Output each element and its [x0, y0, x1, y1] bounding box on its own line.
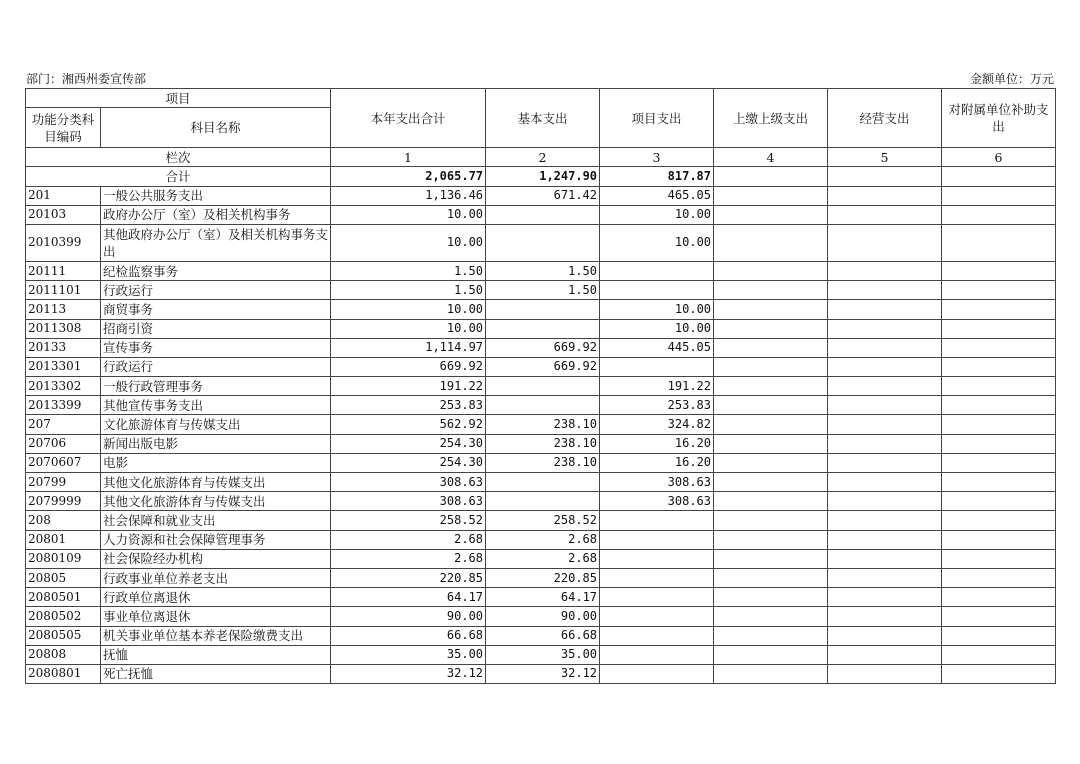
project-expense-value — [600, 281, 714, 300]
subject-name: 纪检监察事务 — [101, 261, 331, 280]
subject-code: 2010399 — [26, 224, 101, 261]
business-expense-value — [828, 319, 942, 338]
project-expense-value: 10.00 — [600, 300, 714, 319]
subject-name: 电影 — [101, 453, 331, 472]
department-label: 部门：湘西州委宣传部 — [26, 72, 147, 86]
header-project: 项目 — [26, 89, 331, 108]
table-row — [26, 338, 1056, 357]
column-index-row — [26, 148, 1056, 167]
subject-code: 20808 — [26, 645, 101, 664]
total-expense-value: 35.00 — [331, 645, 486, 664]
total-basic: 1,247.90 — [486, 167, 600, 186]
header-project-expense: 项目支出 — [600, 89, 714, 148]
upper-payment-value — [714, 319, 828, 338]
business-expense-value — [828, 453, 942, 472]
col-num-6: 6 — [942, 148, 1056, 167]
total-expense-value: 10.00 — [331, 300, 486, 319]
business-expense-value — [828, 415, 942, 434]
subject-code: 2011308 — [26, 319, 101, 338]
subject-code: 20805 — [26, 568, 101, 587]
table-row — [26, 645, 1056, 664]
business-expense-value — [828, 434, 942, 453]
subsidy-value — [942, 568, 1056, 587]
upper-payment-value — [714, 588, 828, 607]
project-expense-value — [600, 645, 714, 664]
table-row — [26, 530, 1056, 549]
project-expense-value — [600, 568, 714, 587]
basic-expense-value: 238.10 — [486, 434, 600, 453]
total-expense-value: 10.00 — [331, 319, 486, 338]
subject-name: 商贸事务 — [101, 300, 331, 319]
header-basic-expense: 基本支出 — [486, 89, 600, 148]
basic-expense-value: 1.50 — [486, 281, 600, 300]
table-row — [26, 281, 1056, 300]
upper-payment-value — [714, 626, 828, 645]
project-expense-value: 10.00 — [600, 319, 714, 338]
total-expense-value: 308.63 — [331, 473, 486, 492]
table-row — [26, 396, 1056, 415]
total-expense-value: 258.52 — [331, 511, 486, 530]
project-expense-value: 16.20 — [600, 434, 714, 453]
subsidy-value — [942, 626, 1056, 645]
upper-payment-value — [714, 453, 828, 472]
table-row — [26, 588, 1056, 607]
project-expense-value: 445.05 — [600, 338, 714, 357]
upper-payment-value — [714, 607, 828, 626]
table-row — [26, 568, 1056, 587]
basic-expense-value: 669.92 — [486, 357, 600, 376]
subject-code: 2013301 — [26, 357, 101, 376]
subject-code: 20706 — [26, 434, 101, 453]
subject-code: 2013302 — [26, 377, 101, 396]
subject-code: 2013399 — [26, 396, 101, 415]
total-expense-value: 669.92 — [331, 357, 486, 376]
project-expense-value — [600, 549, 714, 568]
total-expense-value: 253.83 — [331, 396, 486, 415]
project-expense-value — [600, 261, 714, 280]
basic-expense-value: 90.00 — [486, 607, 600, 626]
subsidy-value — [942, 473, 1056, 492]
subject-code: 201 — [26, 186, 101, 205]
basic-expense-value: 2.68 — [486, 530, 600, 549]
subject-code: 20111 — [26, 261, 101, 280]
upper-payment-value — [714, 338, 828, 357]
subject-name: 其他政府办公厅（室）及相关机构事务支出 — [101, 224, 331, 261]
total-label: 合计 — [26, 167, 331, 186]
upper-payment-value — [714, 300, 828, 319]
table-row — [26, 377, 1056, 396]
subject-code: 20799 — [26, 473, 101, 492]
project-expense-value: 16.20 — [600, 453, 714, 472]
basic-expense-value — [486, 300, 600, 319]
subject-code: 2070607 — [26, 453, 101, 472]
total-expense-value: 308.63 — [331, 492, 486, 511]
total-subsidy — [942, 167, 1056, 186]
table-row — [26, 492, 1056, 511]
basic-expense-value: 1.50 — [486, 261, 600, 280]
subject-name: 死亡抚恤 — [101, 664, 331, 683]
table-row — [26, 549, 1056, 568]
header-upper-payment: 上缴上级支出 — [714, 89, 828, 148]
total-project: 817.87 — [600, 167, 714, 186]
unit-label: 金额单位：万元 — [969, 72, 1054, 86]
subsidy-value — [942, 549, 1056, 568]
col-num-4: 4 — [714, 148, 828, 167]
total-expense-value: 2.68 — [331, 549, 486, 568]
subsidy-value — [942, 357, 1056, 376]
subject-name: 文化旅游体育与传媒支出 — [101, 415, 331, 434]
table-row — [26, 415, 1056, 434]
table-row — [26, 186, 1056, 205]
table-row — [26, 300, 1056, 319]
subsidy-value — [942, 492, 1056, 511]
total-upper — [714, 167, 828, 186]
column-index-label: 栏次 — [26, 148, 331, 167]
table-row — [26, 664, 1056, 683]
total-expense-value: 254.30 — [331, 453, 486, 472]
subject-name: 新闻出版电影 — [101, 434, 331, 453]
subject-code: 2079999 — [26, 492, 101, 511]
subsidy-value — [942, 511, 1056, 530]
subsidy-value — [942, 281, 1056, 300]
project-expense-value — [600, 626, 714, 645]
upper-payment-value — [714, 396, 828, 415]
project-expense-value — [600, 664, 714, 683]
project-expense-value — [600, 511, 714, 530]
subject-code: 2080109 — [26, 549, 101, 568]
project-expense-value: 324.82 — [600, 415, 714, 434]
basic-expense-value: 238.10 — [486, 453, 600, 472]
table-row — [26, 224, 1056, 261]
total-expense-value: 562.92 — [331, 415, 486, 434]
business-expense-value — [828, 281, 942, 300]
project-expense-value: 191.22 — [600, 377, 714, 396]
subject-name: 其他宣传事务支出 — [101, 396, 331, 415]
upper-payment-value — [714, 549, 828, 568]
basic-expense-value: 35.00 — [486, 645, 600, 664]
project-expense-value: 253.83 — [600, 396, 714, 415]
col-num-3: 3 — [600, 148, 714, 167]
business-expense-value — [828, 396, 942, 415]
col-num-2: 2 — [486, 148, 600, 167]
total-expense-value: 32.12 — [331, 664, 486, 683]
col-num-1: 1 — [331, 148, 486, 167]
table-row — [26, 473, 1056, 492]
business-expense-value — [828, 492, 942, 511]
upper-payment-value — [714, 224, 828, 261]
subsidy-value — [942, 186, 1056, 205]
business-expense-value — [828, 530, 942, 549]
subsidy-value — [942, 205, 1056, 224]
subject-code: 2080801 — [26, 664, 101, 683]
subsidy-value — [942, 261, 1056, 280]
basic-expense-value — [486, 396, 600, 415]
table-row — [26, 357, 1056, 376]
table-row — [26, 511, 1056, 530]
total-expense-value: 1,136.46 — [331, 186, 486, 205]
basic-expense-value: 2.68 — [486, 549, 600, 568]
business-expense-value — [828, 261, 942, 280]
business-expense-value — [828, 473, 942, 492]
subject-name: 人力资源和社会保障管理事务 — [101, 530, 331, 549]
table-row — [26, 319, 1056, 338]
total-expense-value: 2.68 — [331, 530, 486, 549]
basic-expense-value — [486, 377, 600, 396]
subject-name: 其他文化旅游体育与传媒支出 — [101, 473, 331, 492]
business-expense-value — [828, 300, 942, 319]
subsidy-value — [942, 664, 1056, 683]
basic-expense-value: 258.52 — [486, 511, 600, 530]
total-business — [828, 167, 942, 186]
subsidy-value — [942, 434, 1056, 453]
subject-name: 宣传事务 — [101, 338, 331, 357]
col-num-5: 5 — [828, 148, 942, 167]
subsidy-value — [942, 396, 1056, 415]
subject-code: 2011101 — [26, 281, 101, 300]
upper-payment-value — [714, 205, 828, 224]
subject-code: 2080501 — [26, 588, 101, 607]
business-expense-value — [828, 664, 942, 683]
table-row — [26, 434, 1056, 453]
upper-payment-value — [714, 664, 828, 683]
upper-payment-value — [714, 645, 828, 664]
subject-code: 2080502 — [26, 607, 101, 626]
header-business-expense: 经营支出 — [828, 89, 942, 148]
table-row — [26, 261, 1056, 280]
upper-payment-value — [714, 434, 828, 453]
total-expense-value: 64.17 — [331, 588, 486, 607]
subject-name: 政府办公厅（室）及相关机构事务 — [101, 205, 331, 224]
header-subject-name: 科目名称 — [101, 108, 331, 148]
subsidy-value — [942, 377, 1056, 396]
upper-payment-value — [714, 281, 828, 300]
basic-expense-value — [486, 205, 600, 224]
subject-name: 行政运行 — [101, 357, 331, 376]
basic-expense-value: 66.68 — [486, 626, 600, 645]
header-subsidy: 对附属单位补助支出 — [942, 89, 1056, 148]
subsidy-value — [942, 415, 1056, 434]
upper-payment-value — [714, 357, 828, 376]
table-row — [26, 205, 1056, 224]
basic-expense-value: 220.85 — [486, 568, 600, 587]
subsidy-value — [942, 453, 1056, 472]
project-expense-value — [600, 607, 714, 626]
subject-name: 机关事业单位基本养老保险缴费支出 — [101, 626, 331, 645]
subsidy-value — [942, 588, 1056, 607]
subject-code: 20801 — [26, 530, 101, 549]
total-expense-value: 10.00 — [331, 205, 486, 224]
business-expense-value — [828, 607, 942, 626]
subject-name: 行政运行 — [101, 281, 331, 300]
basic-expense-value: 671.42 — [486, 186, 600, 205]
basic-expense-value — [486, 319, 600, 338]
total-expense-value: 220.85 — [331, 568, 486, 587]
subsidy-value — [942, 319, 1056, 338]
project-expense-value: 10.00 — [600, 224, 714, 261]
basic-expense-value — [486, 473, 600, 492]
table-row — [26, 607, 1056, 626]
business-expense-value — [828, 186, 942, 205]
total-expense-value: 10.00 — [331, 224, 486, 261]
business-expense-value — [828, 224, 942, 261]
subject-name: 行政单位离退休 — [101, 588, 331, 607]
upper-payment-value — [714, 568, 828, 587]
table-row — [26, 453, 1056, 472]
project-expense-value: 465.05 — [600, 186, 714, 205]
business-expense-value — [828, 338, 942, 357]
subject-code: 20103 — [26, 205, 101, 224]
subject-name: 社会保障和就业支出 — [101, 511, 331, 530]
basic-expense-value: 64.17 — [486, 588, 600, 607]
header-total-expense: 本年支出合计 — [331, 89, 486, 148]
subject-code: 20113 — [26, 300, 101, 319]
total-expense-value: 191.22 — [331, 377, 486, 396]
business-expense-value — [828, 357, 942, 376]
project-expense-value — [600, 357, 714, 376]
upper-payment-value — [714, 511, 828, 530]
business-expense-value — [828, 626, 942, 645]
project-expense-value: 308.63 — [600, 492, 714, 511]
total-expense-value: 1,114.97 — [331, 338, 486, 357]
subject-code: 2080505 — [26, 626, 101, 645]
project-expense-value — [600, 530, 714, 549]
subsidy-value — [942, 338, 1056, 357]
basic-expense-value: 238.10 — [486, 415, 600, 434]
subsidy-value — [942, 300, 1056, 319]
upper-payment-value — [714, 492, 828, 511]
table-row — [26, 626, 1056, 645]
basic-expense-value — [486, 492, 600, 511]
total-sum: 2,065.77 — [331, 167, 486, 186]
project-expense-value: 10.00 — [600, 205, 714, 224]
subsidy-value — [942, 645, 1056, 664]
basic-expense-value: 669.92 — [486, 338, 600, 357]
header-func-code: 功能分类科目编码 — [26, 108, 101, 148]
subject-name: 社会保险经办机构 — [101, 549, 331, 568]
total-expense-value: 66.68 — [331, 626, 486, 645]
business-expense-value — [828, 377, 942, 396]
total-expense-value: 90.00 — [331, 607, 486, 626]
subject-name: 招商引资 — [101, 319, 331, 338]
expenditure-table — [25, 88, 1056, 684]
upper-payment-value — [714, 186, 828, 205]
business-expense-value — [828, 645, 942, 664]
upper-payment-value — [714, 473, 828, 492]
subject-name: 一般公共服务支出 — [101, 186, 331, 205]
basic-expense-value: 32.12 — [486, 664, 600, 683]
basic-expense-value — [486, 224, 600, 261]
subject-name: 事业单位离退休 — [101, 607, 331, 626]
business-expense-value — [828, 511, 942, 530]
total-expense-value: 1.50 — [331, 261, 486, 280]
subject-name: 其他文化旅游体育与传媒支出 — [101, 492, 331, 511]
business-expense-value — [828, 588, 942, 607]
total-expense-value: 254.30 — [331, 434, 486, 453]
upper-payment-value — [714, 377, 828, 396]
subject-code: 20133 — [26, 338, 101, 357]
upper-payment-value — [714, 530, 828, 549]
subject-code: 208 — [26, 511, 101, 530]
subsidy-value — [942, 530, 1056, 549]
total-expense-value: 1.50 — [331, 281, 486, 300]
business-expense-value — [828, 205, 942, 224]
subject-code: 207 — [26, 415, 101, 434]
upper-payment-value — [714, 415, 828, 434]
total-row — [26, 167, 1056, 186]
business-expense-value — [828, 549, 942, 568]
subsidy-value — [942, 224, 1056, 261]
subject-name: 抚恤 — [101, 645, 331, 664]
upper-payment-value — [714, 261, 828, 280]
header-row-1 — [26, 89, 1056, 108]
project-expense-value: 308.63 — [600, 473, 714, 492]
subject-name: 行政事业单位养老支出 — [101, 568, 331, 587]
subsidy-value — [942, 607, 1056, 626]
project-expense-value — [600, 588, 714, 607]
business-expense-value — [828, 568, 942, 587]
subject-name: 一般行政管理事务 — [101, 377, 331, 396]
